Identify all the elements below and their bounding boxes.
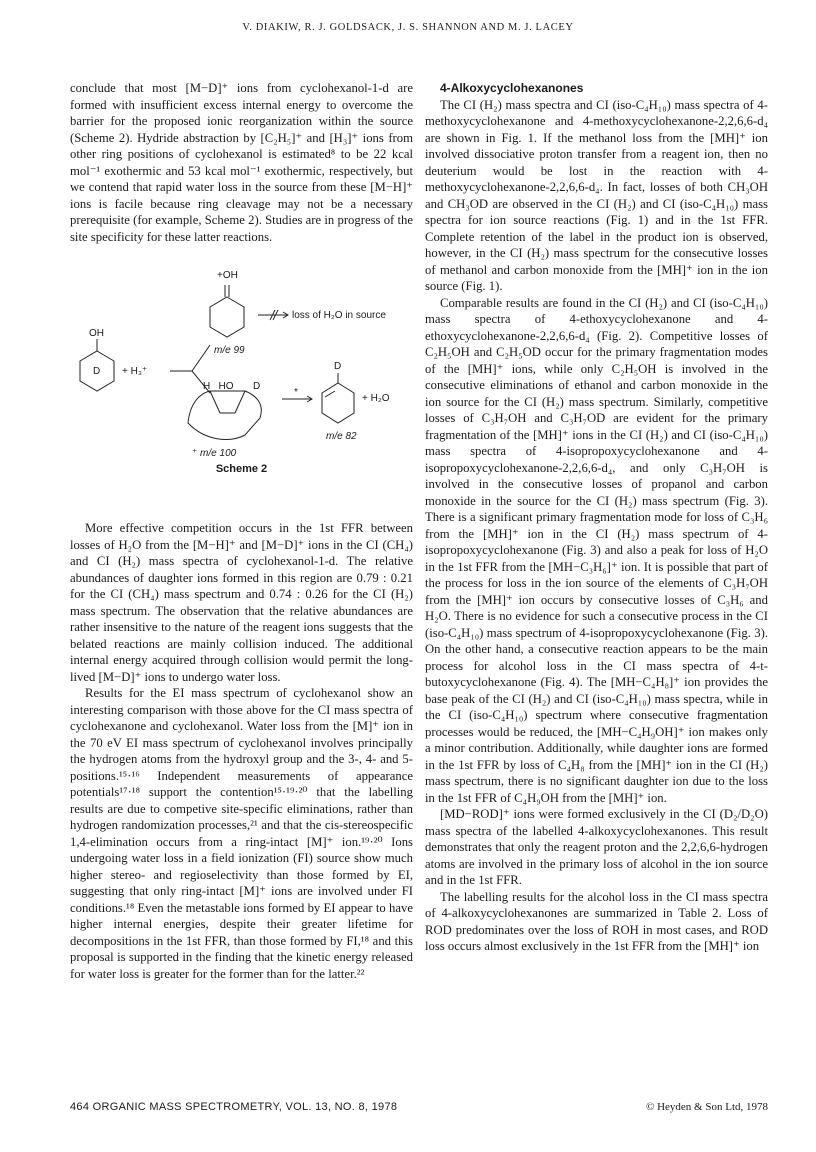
- scheme-2: [70, 263, 413, 508]
- copyright-notice: © Heyden & Son Ltd, 1978: [645, 1101, 768, 1113]
- left-paragraph-2: More effective competition occurs in the 1st FFR between losses of H₂O from the [M−H]⁺ and [M−D]⁺ ions in the CI (CH₄) and CI (H₂) mass spectra of cyclohexanol-1-d. The relative abundances of daughter ions formed in this region are 0.79 : 0.21 for the CI (CH₄) mass spectrum and 0.74 : 0.26 for the CI (H₂) mass spectrum. The observation that the relative abundances are rather insensitive to the nature of the reagent ions suggests that the belated reactions are mainly collision induced. The additional internal energy acquired through collision would permit the long-lived [M−D]⁺ ions to undergo water loss.: [70, 521, 413, 684]
- mass-100-label: ⁺ m/e 100: [192, 448, 237, 459]
- right-paragraph-3: [MD−ROD]⁺ ions were formed exclusively in the CI (D₂/D₂O) mass spectra of the labelled 4-alkoxycyclohexanones. This result demonstrates that only the reagent proton and the 2,2,6,6-hydrogen atoms are involved in the primary loss of alcohol in the ion source and in the 1st FFR.: [425, 807, 768, 887]
- right-paragraph-1: The CI (H₂) mass spectra and CI (iso-C₄H₁₀) mass spectra of 4-methoxycyclohexanone and 4-methoxycyclohexanone-2,2,6,6-d₄ are shown in Fig. 1. If the methanol loss from the [MH]⁺ ion involved dissociative proton transfer from a reagent ion, then no deuterium would be lost in the reaction with 4-methoxycyclohexanone-2,2,6,6-d₄. In fact, losses of both CH₃OH and CH₃OD are observed in the CI (H₂) and CI (iso-C₄H₁₀) mass spectra for ion source reactions (Fig. 1) and in the 1st FFR. Complete retention of the label in the product ion is observed, however, in the CI (H₂) mass spectrum for the consecutive losses of methanol and carbon monoxide from the [MH]⁺ ion in the ion source (Fig. 1).: [425, 97, 768, 293]
- water-product-label: + H₂O: [362, 393, 390, 404]
- bridged-ion-ring: [188, 391, 261, 439]
- left-paragraph-1: conclude that most [M−D]⁺ ions from cyclohexanol-1-d are formed with insufficient excess internal energy to overcome the barrier for the proposed ionic reorganization within the source (Scheme 2). Hydride abstraction by [C₂H₅]⁺ and [H₃]⁺ ions from other ring positions of cyclohexanol is estimated⁸ to be 22 kcal mol⁻¹ exothermic and 53 kcal mol⁻¹ exothermic, respectively, but we contend that rapid water loss in the source from these [M−H]⁺ ions is facile because ring cleavage may not be a necessary prerequisite (for example, Scheme 2). Studies are in progress of the site specificity for these latter reactions.: [70, 81, 413, 244]
- protonated-oh-label: +OH: [217, 270, 238, 281]
- page-footer: [70, 1101, 768, 1113]
- bridged-ion-atoms: H HO D: [203, 381, 261, 392]
- cyclohexene-ring: [322, 383, 354, 423]
- mass-82-label: m/e 82: [326, 431, 357, 442]
- running-header: V. DIAKIW, R. J. GOLDSACK, J. S. SHANNON AND M. J. LACEY: [242, 22, 574, 33]
- mass-99-label: m/e 99: [214, 345, 245, 356]
- left-paragraph-3: Results for the EI mass spectrum of cyclohexanol show an interesting comparison with those above for the CI mass spectra of cyclohexanone and cyclohexanol. Water loss from the [M]⁺ ion in the 70 eV EI mass spectrum of cyclohexanol involves principally the hydrogen atoms from the hydroxyl group and the 3-, 4- and 5-positions.¹⁵·¹⁶ Independent measurements of appearance potentials¹⁷·¹⁸ support the contention¹⁵·¹⁹·²⁰ that the labelling results are due to competive site-specific eliminations, rather than hydrogen randomization processes,²¹ and that the cis-stereospecific 1,4-elimination occurs from a ring-intact [M]⁺ ion.¹⁹·²⁰ Ions undergoing water loss in a field ionization (FI) source show much higher stereo- and regioselectivity than those formed by EI, suggesting that only ring-intact [M]⁺ ions are involved under FI conditions.¹⁸ Even the metastable ions formed by EI appear to have higher internal energies, despite their greater lifetime for decompositions in the 1st FFR, than those formed by FI,¹⁸ and this proposal is supported in the finding that the kinetic energy released for water loss is greater for the former than for the latter.²²: [70, 686, 413, 981]
- water-loss-note: loss of H₂O in source: [292, 310, 386, 321]
- scheme-caption: Scheme 2: [215, 463, 268, 475]
- right-paragraph-2: Comparable results are found in the CI (H₂) and CI (iso-C₄H₁₀) mass spectra of 4-ethoxycyclohexanone and 4-ethoxycyclohexanone-2,2,6,6-d₄ (Fig. 2). Competitive losses of C₂H₅OH and C₂H₅OD occur for the primary fragmentation modes of the [MH]⁺ ions, while only C₂H₅OH is involved in the consecutive eliminations of ethanol and carbon monoxide in the ion source for the CI (H₂) mass spectrum. Similarly, competitive losses of C₃H₇OH and C₃H₇OD are evident for the primary fragmentation of the [MH]⁺ ions in the CI (H₂) and CI (iso-C₄H₁₀) mass spectra of 4-isopropoxycyclohexanone and 4-isopropoxycyclohexanone-2,2,6,6-d₄, and only C₃H₇OH is involved in the consecutive losses of propanol and carbon monoxide in the source for the CI (H₂) mass spectrum (Fig. 3). There is a significant primary fragmentation mode for loss of C₃H₆ from the [MH]⁺ ion in the CI (H₂) mass spectrum of 4-isopropoxycyclohexanone (Fig. 3) and also a peak for loss of H₂O in the 1st FFR from the [MH−C₃H₆]⁺ ion. It is possible that part of the process for loss in the ion source of the elements of C₃H₇OH from the [MH]⁺ ion occurs by consecutive losses of C₃H₆ and H₂O. There is no evidence for such a consecutive process in the CI (iso-C₄H₁₀) mass spectrum of 4-isopropoxycyclohexanone (Fig. 3). On the other hand, a consecutive reaction appears to be the main process for alcohol loss in the CI mass spectra of 4-t-butoxycyclohexanone (Fig. 4). The [MH−C₄H₈]⁺ ion provides the base peak of the CI (H₂) and CI (iso-C₄H₁₀) mass spectra, while in the CI (iso-C₄H₁₀) spectrum where consecutive fragmentation processes would be reduced, the [MH−C₄H₉OH]⁺ ion makes only a minor contribution. Additionally, while daughter ions are formed in the 1st FFR by loss of C₄H₈ from the [MH]⁺ ion in the CI (H₂) mass spectrum, there is no significant daughter ion due to the loss in the 1st FFR of C₄H₉OH from the [MH]⁺ ion.: [425, 295, 768, 805]
- right-column: [425, 80, 768, 955]
- journal-citation: 464 ORGANIC MASS SPECTROMETRY, VOL. 13, NO. 8, 1978: [70, 1101, 398, 1113]
- hydroxyl-label: OH: [89, 328, 104, 339]
- reagent-ion-label: + H₃⁺: [122, 366, 148, 377]
- left-column: [70, 80, 413, 982]
- right-paragraph-4: The labelling results for the alcohol loss in the CI mass spectra of 4-alkoxycyclohexanones are summarized in Table 2. Loss of ROD predominates over the loss of ROH in most cases, and ROD loss occurs almost exclusively in the 1st FFR from the [MH]⁺ ion: [425, 889, 768, 953]
- section-heading: 4-Alkoxycyclohexanones: [440, 81, 584, 95]
- deuterium-ring-label: D: [93, 366, 101, 377]
- metastable-star: *: [294, 387, 298, 398]
- product-deuterium-label: D: [334, 361, 342, 372]
- scheme-2-drawing: [70, 263, 413, 458]
- protonated-cyclohexanone-ring: [210, 297, 244, 337]
